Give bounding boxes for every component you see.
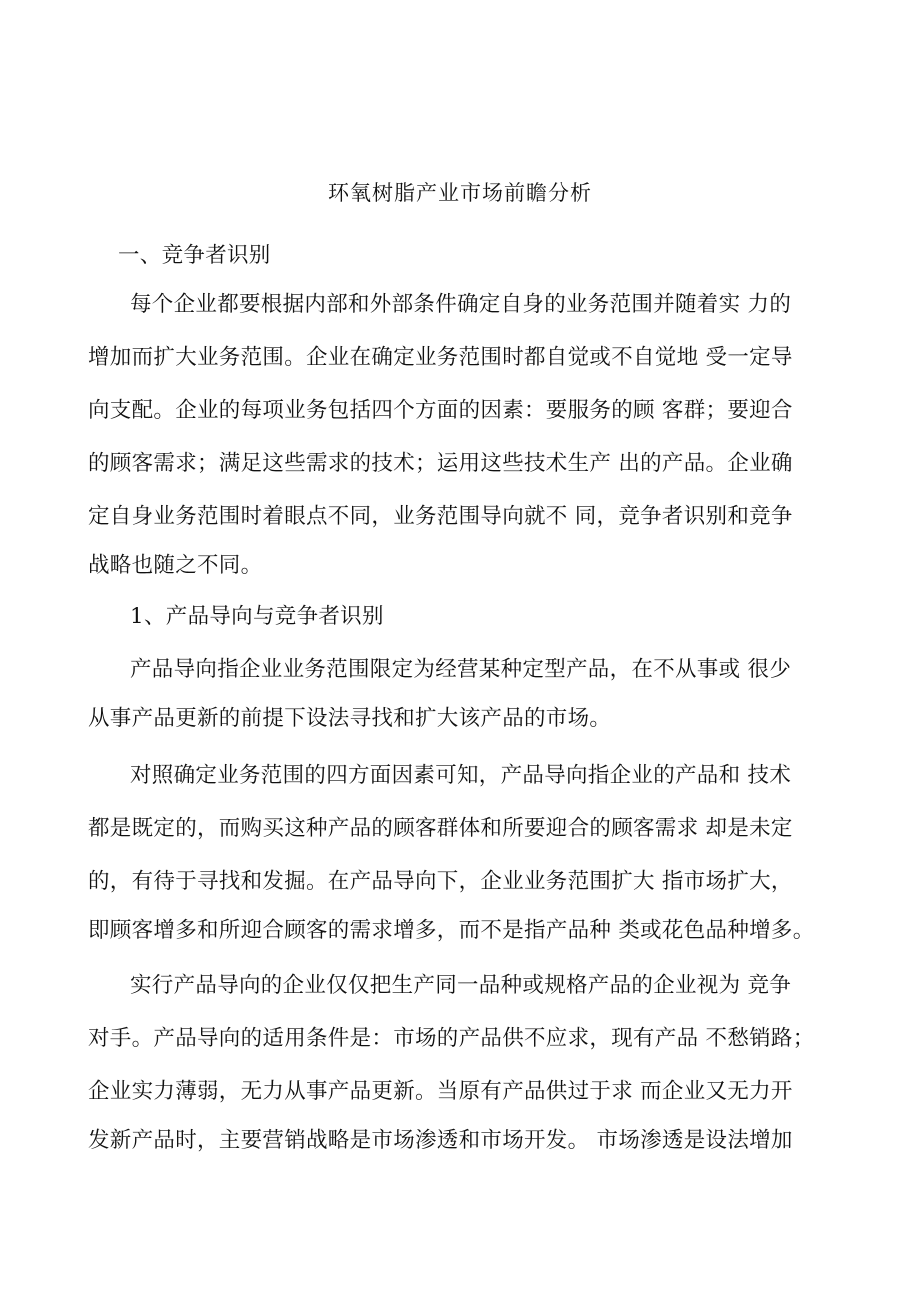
section-heading: 一、竞争者识别 [118, 243, 271, 268]
paragraph-line: 发新产品时，主要营销战略是市场渗透和市场开发。 市场渗透是设法增加 [88, 1128, 793, 1153]
paragraph-line: 定自身业务范围时着眼点不同，业务范围导向就不 同，竞争者识别和竞争 [88, 504, 793, 529]
paragraph-line: 企业实力薄弱，无力从事产品更新。当原有产品供过于求 而企业又无力开 [88, 1079, 793, 1104]
paragraph-line: 即顾客增多和所迎合顾客的需求增多，而不是指产品种 类或花色品种增多。 [88, 918, 815, 943]
paragraph-line: 从事产品更新的前提下设法寻找和扩大该产品的市场。 [88, 706, 612, 731]
paragraph-line: 对照确定业务范围的四方面因素可知，产品导向指企业的产品和 技术 [130, 763, 792, 788]
paragraph-line: 的，有待于寻找和发掘。在产品导向下，企业业务范围扩大 指市场扩大， [88, 869, 793, 894]
paragraph-line: 都是既定的，而购买这种产品的顾客群体和所要迎合的顾客需求 却是未定 [88, 816, 793, 841]
paragraph-line: 每个企业都要根据内部和外部条件确定自身的业务范围并随着实 力的 [130, 292, 792, 317]
paragraph-line: 实行产品导向的企业仅仅把生产同一品种或规格产品的企业视为 竞争 [130, 973, 792, 998]
paragraph-line: 向支配。企业的每项业务包括四个方面的因素：要服务的顾 客群；要迎合 [88, 398, 793, 423]
paragraph-line: 战略也随之不同。 [88, 553, 263, 578]
paragraph-line: 增加而扩大业务范围。企业在确定业务范围时都自觉或不自觉地 受一定导 [88, 345, 793, 370]
paragraph-line: 的顾客需求；满足这些需求的技术；运用这些技术生产 出的产品。企业确 [88, 451, 793, 476]
paragraph-line: 对手。产品导向的适用条件是：市场的产品供不应求，现有产品 不愁销路； [88, 1026, 815, 1051]
paragraph-line: 产品导向指企业业务范围限定为经营某种定型产品，在不从事或 很少 [130, 657, 792, 682]
document-title: 环氧树脂产业市场前瞻分析 [328, 181, 592, 205]
subsection-heading: 1、产品导向与竞争者识别 [130, 604, 384, 629]
